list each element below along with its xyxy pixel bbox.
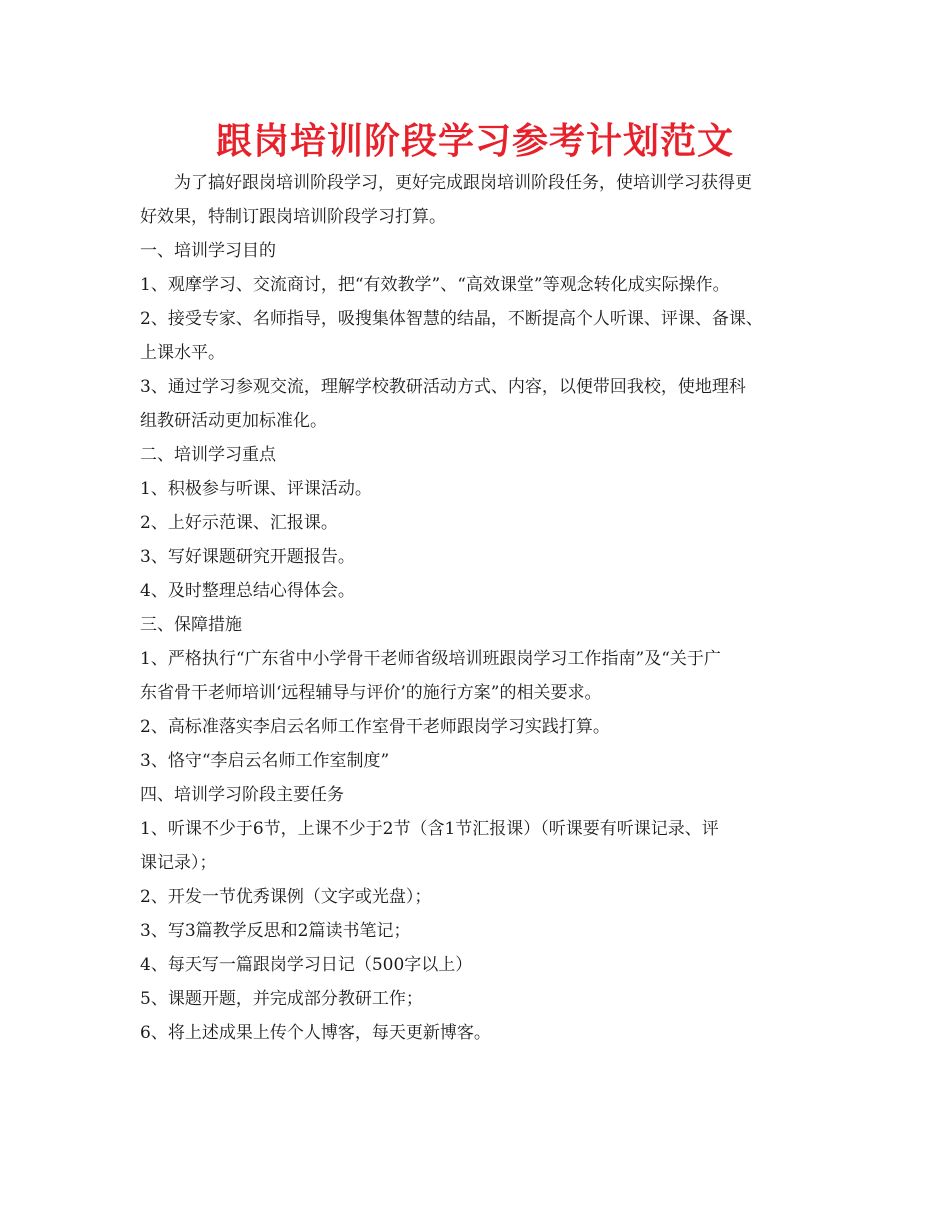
- body-line: 6、将上述成果上传个人博客，每天更新博客。: [140, 1023, 491, 1043]
- body-line: 1、严格执行“广东省中小学骨干老师省级培训班跟岗学习工作指南”及“关于广: [140, 649, 721, 669]
- section-heading: 四、培训学习阶段主要任务: [140, 785, 344, 805]
- section-heading: 一、培训学习目的: [140, 241, 276, 261]
- body-line: 3、恪守“李启云名师工作室制度”: [140, 751, 390, 771]
- document-title: 跟岗培训阶段学习参考计划范文: [215, 121, 734, 162]
- body-line: 2、开发一节优秀课例（文字或光盘）；: [140, 887, 432, 907]
- body-line: 东省骨干老师培训‘远程辅导与评价’的施行方案”的相关要求。: [140, 683, 602, 703]
- intro-line: 好效果，特制订跟岗培训阶段学习打算。: [140, 207, 446, 227]
- body-line: 4、及时整理总结心得体会。: [140, 581, 355, 601]
- intro-line: 为了搞好跟岗培训阶段学习，更好完成跟岗培训阶段任务，使培训学习获得更: [174, 173, 752, 193]
- body-line: 2、上好示范课、汇报课。: [140, 513, 338, 533]
- document-body: [140, 166, 820, 1050]
- body-line: 3、写好课题研究开题报告。: [140, 547, 355, 567]
- body-line: 2、高标准落实李启云名师工作室骨干老师跟岗学习实践打算。: [140, 717, 610, 737]
- body-line: 上课水平。: [140, 343, 225, 363]
- section-heading: 三、保障措施: [140, 615, 242, 635]
- body-line: 1、积极参与听课、评课活动。: [140, 479, 372, 499]
- body-line: 4、每天写一篇跟岗学习日记（500字以上）: [140, 955, 473, 975]
- body-line: 3、写3篇教学反思和2篇读书笔记；: [140, 921, 411, 941]
- body-line: 2、接受专家、名师指导，吸搜集体智慧的结晶，不断提高个人听课、评课、备课、: [140, 309, 763, 329]
- body-line: 课记录）；: [140, 853, 217, 873]
- body-line: 3、通过学习参观交流，理解学校教研活动方式、内容，以便带回我校，使地理科: [140, 377, 746, 397]
- body-line: 5、课题开题，并完成部分教研工作；: [140, 989, 423, 1009]
- body-line: 1、观摩学习、交流商讨，把“有效教学”、“高效课堂”等观念转化成实际操作。: [140, 275, 730, 295]
- body-line: 1、听课不少于6节，上课不少于2节（含1节汇报课）（听课要有听课记录、评: [140, 819, 719, 839]
- section-heading: 二、培训学习重点: [140, 445, 276, 465]
- body-line: 组教研活动更加标准化。: [140, 411, 327, 431]
